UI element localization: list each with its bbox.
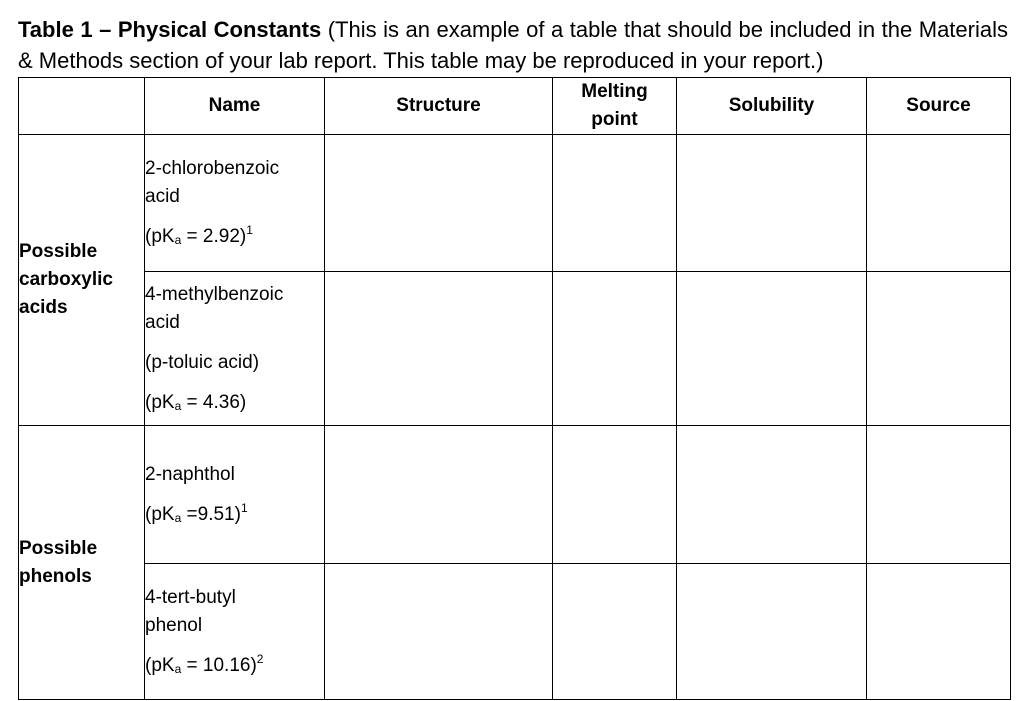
compound-alias: (p-toluic acid) — [145, 351, 260, 373]
solubility-cell — [677, 426, 867, 564]
structure-cell — [325, 272, 553, 426]
pka-value: $(pK_a =9.51)^1$ — [145, 500, 248, 525]
structure-cell — [325, 426, 553, 564]
header-source: Source — [867, 78, 1011, 135]
table-caption — [18, 14, 1008, 76]
caption-text: (This is an example of a table that should be included in the Materials & Methods section of your lab report. This table may be reproduced in your report.) — [18, 17, 1008, 73]
header-melting-point — [553, 78, 677, 135]
melting-point-cell — [553, 564, 677, 700]
caption-title: Table 1 – Physical Constants — [18, 17, 322, 42]
source-cell — [867, 564, 1011, 700]
melting-point-cell — [553, 135, 677, 272]
compound-name-2-naphthol: 2-naphthol $(pK_a =9.51)^1$ — [145, 426, 325, 564]
table-row — [19, 564, 1011, 700]
pka-value: $(pK_a = 2.92)^1$ — [145, 223, 253, 247]
physical-constants-table — [18, 77, 1011, 700]
table-row — [19, 426, 1011, 564]
header-melting-line1: Melting — [581, 81, 648, 102]
header-name: Name — [145, 78, 325, 135]
header-melting-line2: point — [591, 109, 638, 130]
group-label-carboxylic-acids: Possible carboxylic acids — [19, 135, 145, 426]
group-label-phenols: Possible phenols — [19, 426, 145, 700]
pka-value: $(pK_a = 4.36)$ — [145, 391, 247, 413]
header-row — [19, 78, 1011, 135]
solubility-cell — [677, 564, 867, 700]
table-row — [19, 135, 1011, 272]
compound-name-4-tert-butylphenol: 4-tert-butyl phenol $(pK_a = 10.16)^2$ — [145, 564, 325, 700]
source-cell — [867, 135, 1011, 272]
structure-cell — [325, 564, 553, 700]
compound-name-2-chlorobenzoic-acid: 2-chlorobenzoic acid $(pK_a = 2.92)^1$ — [145, 135, 325, 272]
pka-value: $(pK_a = 10.16)^2$ — [145, 651, 264, 676]
table-row — [19, 272, 1011, 426]
solubility-cell — [677, 272, 867, 426]
compound-name-4-methylbenzoic-acid: 4-methylbenzoic acid (p-toluic acid) $(pK_a = 4.36)$ — [145, 272, 325, 426]
source-cell — [867, 272, 1011, 426]
source-cell — [867, 426, 1011, 564]
structure-cell — [325, 135, 553, 272]
melting-point-cell — [553, 272, 677, 426]
header-group-cell — [19, 78, 145, 135]
solubility-cell — [677, 135, 867, 272]
melting-point-cell — [553, 426, 677, 564]
header-structure: Structure — [325, 78, 553, 135]
header-solubility: Solubility — [677, 78, 867, 135]
